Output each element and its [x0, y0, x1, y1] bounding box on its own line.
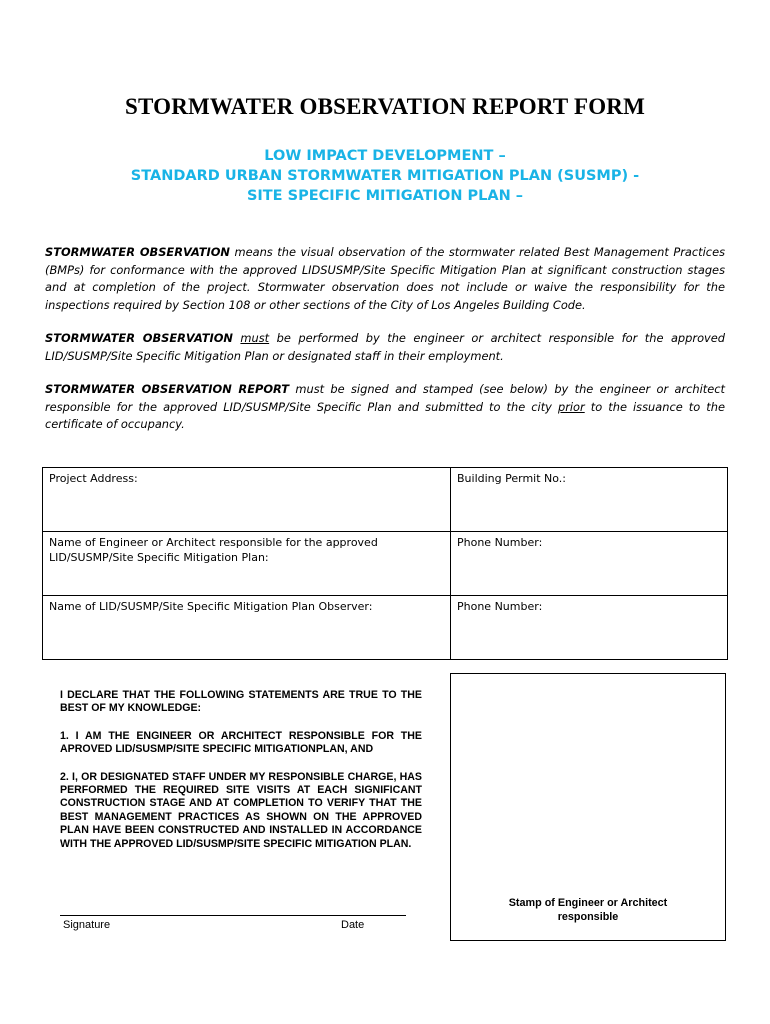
table-row [43, 532, 728, 596]
stamp-box[interactable] [450, 673, 726, 941]
observer-name-field[interactable] [43, 596, 451, 660]
date-label: Date [341, 919, 365, 931]
intro-paragraph-definition: STORMWATER OBSERVATION means the visual observation of the stormwater related Best Management Practices (BMPs) for conformance with the approved LIDSUSMP/Site Specific Mitigation Plan at significant construction stages and at completion of the project. Stormwater observation does not include or waive the responsibility for the inspections required by Section 108 or other sections of the City of Los Angeles Building Code. [45, 245, 726, 312]
declaration-heading: I DECLARE THAT THE FOLLOWING STATEMENTS ARE TRUE TO THE BEST OF MY KNOWLEDGE: [60, 689, 422, 715]
engineer-phone-field[interactable] [451, 532, 728, 596]
intro-term: STORMWATER OBSERVATION [45, 331, 233, 345]
declaration-item-1: 1. I AM THE ENGINEER OR ARCHITECT RESPONSIBLE FOR THE APROVED LID/SUSMP/SITE SPECIFIC MITIGATIONPLAN, AND [60, 729, 422, 756]
subtitle-line-3: SITE SPECIFIC MITIGATION PLAN – [246, 188, 524, 204]
subtitle-line-2: STANDARD URBAN STORMWATER MITIGATION PLAN (SUSMP) - [130, 168, 640, 184]
field-label: Building Permit No.: [457, 472, 567, 485]
observer-phone-field[interactable] [451, 596, 728, 660]
declaration-item-2: 2. I, OR DESIGNATED STAFF UNDER MY RESPONSIBLE CHARGE, HAS PERFORMED THE REQUIRED SITE VISITS AT EACH SIGNIFICANT CONSTRUCTION STAGE AND AT COMPLETION TO VERIFY THAT THE BEST MANAGEMENT PRACTICES AS SHOWN ON THE APPROVED PLAN HAVE BEEN CONSTRUCTED AND INSTALLED IN ACCORDANCE WITH THE APPROVED LID/SUSMP/SITE SPECIFIC MITIGATION PLAN. [60, 770, 422, 850]
signature-line[interactable] [60, 915, 406, 916]
intro-term: STORMWATER OBSERVATION [45, 245, 230, 259]
intro-paragraph-requirement: STORMWATER OBSERVATION must be performed by the engineer or architect responsible for the approved LID/SUSMP/Site Specific Mitigation Plan or designated staff in their employment. [45, 331, 726, 363]
declaration [60, 689, 422, 865]
intro-text [45, 244, 725, 450]
field-label: Phone Number: [457, 536, 543, 549]
project-info-table [42, 467, 728, 660]
building-permit-field[interactable] [451, 468, 728, 532]
form-title: STORMWATER OBSERVATION REPORT FORM [125, 94, 645, 119]
engineer-name-field[interactable] [43, 532, 451, 596]
table-row [43, 596, 728, 660]
table-row [43, 468, 728, 532]
field-label: Phone Number: [457, 600, 543, 613]
field-label: Project Address: [49, 472, 138, 485]
intro-paragraph-report: STORMWATER OBSERVATION REPORT must be signed and stamped (see below) by the engineer or architect responsible for the approved LID/SUSMP/Site Specific Plan and submitted to the city prior to the issuance to the certificate of occupancy. [45, 382, 725, 431]
field-label: Name of LID/SUSMP/Site Specific Mitigation Plan Observer: [49, 600, 373, 613]
project-address-field[interactable] [43, 468, 451, 532]
field-label: Name of Engineer or Architect responsible for the approved LID/SUSMP/Site Specific Mitigation Plan: [49, 536, 378, 564]
stamp-caption: Stamp of Engineer or Architect responsible [508, 897, 668, 923]
intro-term: STORMWATER OBSERVATION REPORT [45, 382, 290, 396]
form-subtitle [0, 146, 770, 206]
signature-label: Signature [63, 919, 111, 931]
subtitle-line-1: LOW IMPACT DEVELOPMENT – [264, 148, 506, 164]
